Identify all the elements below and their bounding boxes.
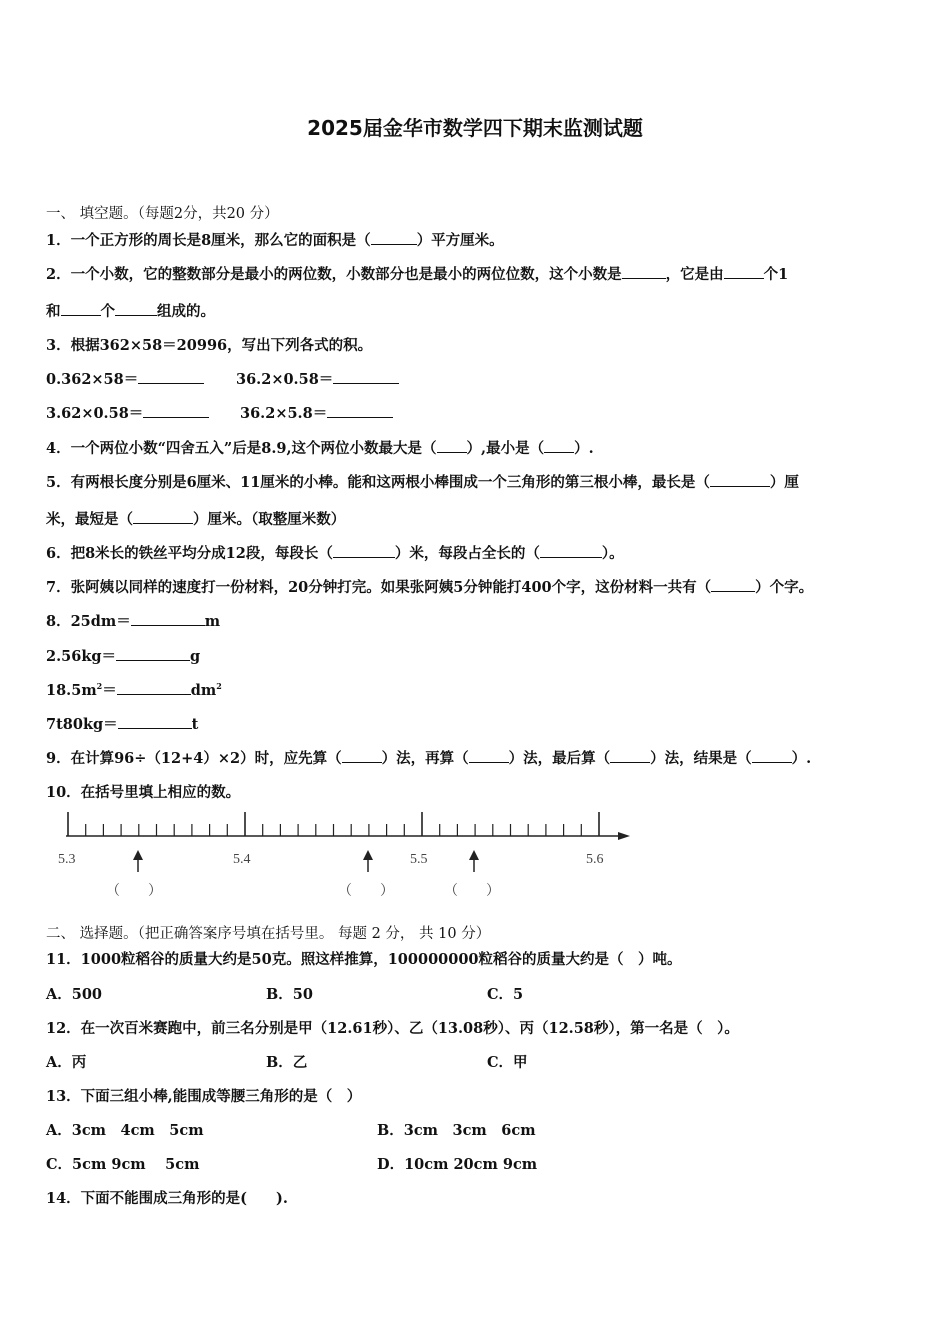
q2-text-a: 2．一个小数，它的整数部分是最小的两位数，小数部分也是最小的两位位数，这个小数是 <box>46 266 622 283</box>
q2-text-e: 个 <box>100 303 115 320</box>
q3-expr-3: 3.62×0.58＝ <box>46 405 144 422</box>
answer-blank[interactable] <box>333 543 395 558</box>
question-10: 10．在括号里填上相应的数。 <box>46 784 241 801</box>
q5-text-d: ）厘米。（取整厘米数） <box>193 511 346 528</box>
q8-unit-2: g <box>190 648 201 665</box>
q6-text-c: ）。 <box>601 545 624 562</box>
q6-text-a: 6．把8米长的铁丝平均分成12段，每段长（ <box>46 545 333 562</box>
question-7 <box>46 576 813 597</box>
q9-text-d: ）法，结果是（ <box>650 750 752 767</box>
q9-text-e: ）. <box>791 750 812 767</box>
q2-text-f: 组成的。 <box>157 303 215 320</box>
answer-paren[interactable]: （ ） <box>338 884 394 899</box>
question-8-row-1 <box>46 610 220 631</box>
q8-expr-2: 2.56kg＝ <box>46 648 117 665</box>
option-b[interactable]: B．乙 <box>266 1054 308 1071</box>
answer-blank[interactable] <box>544 438 574 453</box>
question-6 <box>46 542 624 563</box>
section-1-heading: 一、 填空题。（每题2分，共20 分） <box>46 206 279 222</box>
question-3-expr-row-1b <box>236 368 399 389</box>
question-3: 3．根据362×58＝20996，写出下列各式的积。 <box>46 337 373 354</box>
option-c[interactable]: C．5cm 9cm 5cm <box>46 1156 200 1173</box>
question-8-row-2 <box>46 645 200 666</box>
question-12: 12．在一次百米赛跑中，前三名分别是甲（12.61秒）、乙（13.08秒）、丙（12.58秒），第一名是（ ）。 <box>46 1020 739 1037</box>
q8-expr-3: 18.5m <box>46 682 97 699</box>
question-14: 14．下面不能围成三角形的是( ). <box>46 1190 288 1207</box>
question-1 <box>46 229 504 250</box>
question-9 <box>46 747 811 768</box>
q3-expr-1: 0.362×58＝ <box>46 371 139 388</box>
question-3-expr-row-2 <box>46 402 209 423</box>
q8-exp-2: 2 <box>216 681 222 692</box>
q3-expr-2: 36.2×0.58＝ <box>236 371 334 388</box>
q4-text-a: 4．一个两位小数“四舍五入”后是8.9,这个两位小数最大是（ <box>46 440 437 457</box>
q5-text-b: ）厘 <box>769 474 799 491</box>
answer-blank[interactable] <box>61 301 101 316</box>
tick-label-5-6: 5.6 <box>586 852 604 867</box>
question-2-cont <box>46 300 215 321</box>
question-3-expr-row-1 <box>46 368 204 389</box>
question-8-row-4 <box>46 713 198 734</box>
question-5-cont <box>46 508 345 529</box>
question-5 <box>46 471 799 492</box>
answer-blank[interactable] <box>724 264 764 279</box>
answer-blank[interactable] <box>610 748 650 763</box>
up-arrow-icon <box>363 850 373 872</box>
question-13: 13．下面三组小棒,能围成等腰三角形的是（ ） <box>46 1088 362 1105</box>
q1-text-a: 1．一个正方形的周长是8厘米，那么它的面积是（ <box>46 232 371 249</box>
question-11: 11．1000粒稻谷的质量大约是50克。照这样推算，100000000粒稻谷的质量大约是（ ）吨。 <box>46 951 682 968</box>
answer-blank[interactable] <box>327 403 393 418</box>
answer-blank[interactable] <box>138 369 204 384</box>
q2-text-c: 个1 <box>763 266 789 283</box>
option-d[interactable]: D．10cm 20cm 9cm <box>377 1156 538 1173</box>
q5-text-a: 5．有两根长度分别是6厘米、11厘米的小棒。能和这两根小棒围成一个三角形的第三根小棒，最长是（ <box>46 474 710 491</box>
answer-blank[interactable] <box>469 748 509 763</box>
q2-text-b: ，它是由 <box>665 266 724 283</box>
q1-text-b: ）平方厘米。 <box>416 232 504 249</box>
option-a[interactable]: A．500 <box>46 986 103 1003</box>
answer-blank[interactable] <box>118 714 192 729</box>
answer-blank[interactable] <box>143 403 209 418</box>
answer-blank[interactable] <box>710 472 770 487</box>
q2-text-d: 和 <box>46 303 61 320</box>
q5-text-c: 米，最短是（ <box>46 511 133 528</box>
q9-text-c: ）法，最后算（ <box>508 750 611 767</box>
answer-blank[interactable] <box>371 230 417 245</box>
up-arrow-icon <box>469 850 479 872</box>
answer-blank[interactable] <box>437 438 467 453</box>
q3-expr-4: 36.2×5.8＝ <box>240 405 328 422</box>
q4-text-c: ）. <box>574 440 594 457</box>
option-c[interactable]: C．5 <box>487 986 524 1003</box>
page-title: 2025届金华市数学四下期末监测试题 <box>307 116 643 140</box>
answer-blank[interactable] <box>622 264 666 279</box>
tick-marks <box>68 812 599 836</box>
answer-blank[interactable] <box>540 543 602 558</box>
answer-blank[interactable] <box>711 577 755 592</box>
q8-expr-1: 8．25dm＝ <box>46 613 131 630</box>
q7-text-b: ）个字。 <box>755 579 814 596</box>
option-a[interactable]: A．丙 <box>46 1054 87 1071</box>
answer-blank[interactable] <box>116 646 190 661</box>
section-2-heading: 二、 选择题。（把正确答案序号填在括号里。 每题 2 分， 共 10 分） <box>46 926 491 942</box>
tick-label-5-3: 5.3 <box>58 852 76 867</box>
question-2 <box>46 263 788 284</box>
answer-paren[interactable]: （ ） <box>106 884 162 899</box>
q8-unit-4: t <box>191 716 199 733</box>
answer-paren[interactable]: （ ） <box>444 884 500 899</box>
q8-eq-3: ＝ <box>102 682 117 699</box>
q9-text-b: ）法，再算（ <box>381 750 469 767</box>
number-line-figure <box>46 810 646 906</box>
q8-expr-4: 7t80kg＝ <box>46 716 118 733</box>
tick-label-5-5: 5.5 <box>410 852 428 867</box>
question-4 <box>46 437 594 458</box>
option-b[interactable]: B．3cm 3cm 6cm <box>377 1122 536 1139</box>
q8-exp-1: 2 <box>96 681 103 692</box>
up-arrow-icon <box>133 850 143 872</box>
q7-text-a: 7．张阿姨以同样的速度打一份材料，20分钟打完。如果张阿姨5分钟能打400个字，这份材料一共有（ <box>46 579 712 596</box>
q8-unit-1: m <box>204 613 221 630</box>
option-a[interactable]: A．3cm 4cm 5cm <box>46 1122 204 1139</box>
q9-text-a: 9．在计算96÷（12+4）×2）时，应先算（ <box>46 750 342 767</box>
q6-text-b: ）米，每段占全长的（ <box>394 545 540 562</box>
answer-blank[interactable] <box>133 509 193 524</box>
q8-unit-3: dm <box>190 682 217 699</box>
answer-blank[interactable] <box>115 301 157 316</box>
answer-blank[interactable] <box>117 680 191 695</box>
arrow-right-icon <box>618 832 630 840</box>
question-8-row-3 <box>46 679 222 700</box>
option-b[interactable]: B．50 <box>266 986 313 1003</box>
tick-label-5-4: 5.4 <box>233 852 251 867</box>
answer-blank[interactable] <box>342 748 382 763</box>
question-3-expr-row-2b <box>240 402 393 423</box>
answer-blank[interactable] <box>333 369 399 384</box>
answer-blank[interactable] <box>131 611 205 626</box>
option-c[interactable]: C．甲 <box>487 1054 528 1071</box>
answer-blank[interactable] <box>752 748 792 763</box>
q4-text-b: ）,最小是（ <box>466 440 545 457</box>
